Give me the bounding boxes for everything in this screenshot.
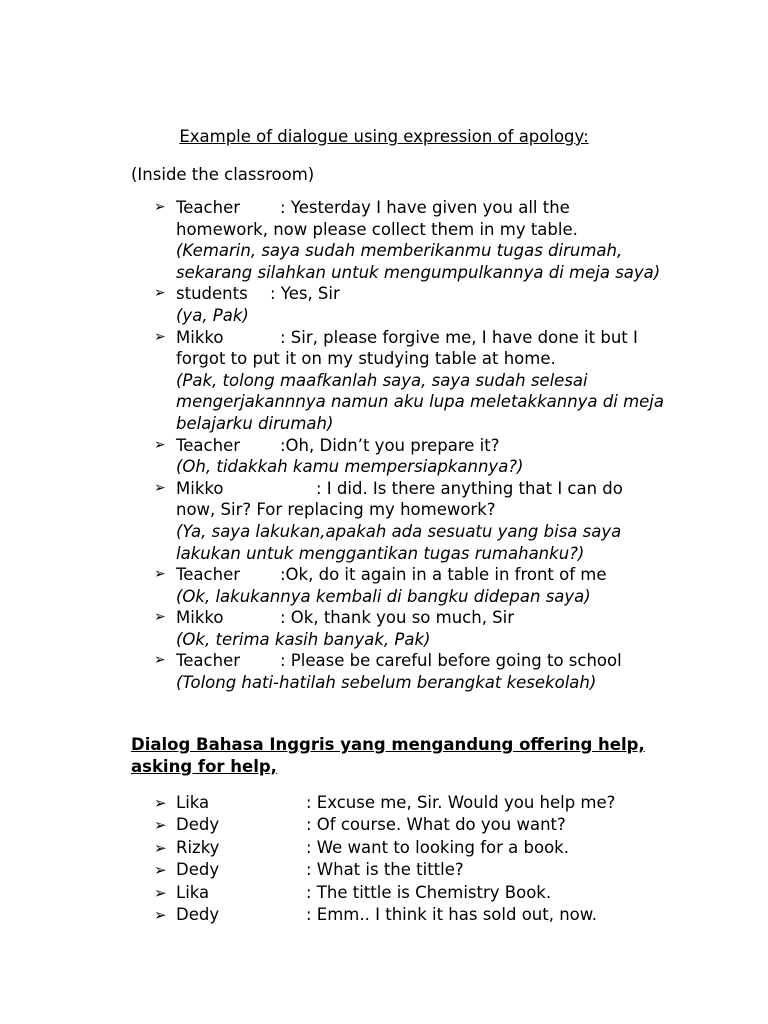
dialogue-text: : Yes, Sir bbox=[270, 284, 340, 304]
help-dialogue bbox=[154, 792, 674, 926]
arrow-bullet-icon: ➢ bbox=[154, 838, 167, 857]
arrow-bullet-icon: ➢ bbox=[154, 479, 166, 496]
speaker-name: Lika bbox=[176, 882, 210, 902]
dialogue-text: : What is the tittle? bbox=[306, 860, 464, 880]
speaker-name: Mikko bbox=[176, 608, 224, 628]
arrow-bullet-icon: ➢ bbox=[154, 436, 166, 453]
apology-dialogue bbox=[154, 197, 664, 694]
dialogue-text: :Ok, do it again in a table in front of me bbox=[280, 565, 607, 585]
scene-context: (Inside the classroom) bbox=[131, 165, 315, 184]
dialogue-text: : Of course. What do you want? bbox=[306, 815, 566, 835]
dialogue-line bbox=[154, 283, 664, 326]
speaker-name: Rizky bbox=[176, 837, 220, 857]
speaker-name: Teacher bbox=[176, 435, 241, 455]
arrow-bullet-icon: ➢ bbox=[154, 285, 166, 302]
translation-text: (ya, Pak) bbox=[176, 305, 249, 325]
dialogue-text: : I did. Is there anything that I can do now, Sir? For replacing my homework? bbox=[176, 478, 623, 520]
dialogue-line bbox=[154, 837, 674, 859]
speaker-name: Dedy bbox=[176, 860, 220, 880]
speaker-name: Mikko bbox=[176, 478, 224, 498]
translation-text: (Pak, tolong maafkanlah saya, saya sudah selesai mengerjakannnya namun aku lupa meletakkannya di meja belajarku dirumah) bbox=[176, 370, 665, 433]
arrow-bullet-icon: ➢ bbox=[154, 566, 166, 583]
dialogue-line bbox=[154, 607, 664, 650]
dialogue-line bbox=[154, 882, 674, 904]
speaker-name: Teacher bbox=[176, 565, 241, 585]
arrow-bullet-icon: ➢ bbox=[154, 609, 166, 626]
speaker-name: Teacher bbox=[176, 651, 241, 671]
translation-text: (Ok, terima kasih banyak, Pak) bbox=[176, 629, 431, 649]
section-heading: Dialog Bahasa Inggris yang mengandung offering help, asking for help, bbox=[131, 735, 645, 776]
dialogue-line bbox=[154, 904, 674, 926]
arrow-bullet-icon: ➢ bbox=[154, 794, 167, 812]
arrow-bullet-icon: ➢ bbox=[154, 199, 166, 215]
arrow-bullet-icon: ➢ bbox=[154, 816, 167, 835]
dialogue-line bbox=[154, 650, 664, 693]
speaker-name: students bbox=[176, 284, 248, 304]
dialogue-text: : We want to looking for a book. bbox=[306, 837, 569, 857]
arrow-bullet-icon: ➢ bbox=[154, 906, 167, 925]
speaker-name: Dedy bbox=[176, 905, 220, 925]
dialogue-text: : Please be careful before going to school bbox=[280, 651, 622, 671]
arrow-bullet-icon: ➢ bbox=[154, 328, 166, 345]
translation-text: (Ya, saya lakukan,apakah ada sesuatu yang bisa saya lakukan untuk menggantikan tugas rumahanku?) bbox=[176, 521, 622, 563]
dialogue-line bbox=[154, 564, 664, 607]
dialogue-text: : Excuse me, Sir. Would you help me? bbox=[306, 793, 616, 812]
dialogue-text: : Emm.. I think it has sold out, now. bbox=[306, 905, 597, 925]
speaker-name: Mikko bbox=[176, 327, 224, 347]
dialogue-text: : Sir, please forgive me, I have done it but I forgot to put it on my studying table at home. bbox=[176, 327, 638, 369]
dialogue-line bbox=[154, 435, 664, 478]
speaker-name: Lika bbox=[176, 793, 210, 812]
dialogue-line bbox=[154, 327, 664, 435]
translation-text: (Tolong hati-hatilah sebelum berangkat kesekolah) bbox=[176, 673, 597, 693]
dialogue-text: : Yesterday I have given you all the homework, now please collect them in my table. bbox=[176, 198, 578, 239]
dialogue-text: : The tittle is Chemistry Book. bbox=[306, 882, 552, 902]
dialogue-line bbox=[154, 814, 674, 836]
arrow-bullet-icon: ➢ bbox=[154, 652, 166, 669]
translation-text: (Kemarin, saya sudah memberikanmu tugas dirumah, sekarang silahkan untuk mengumpulkannya di meja saya) bbox=[176, 241, 661, 282]
translation-text: (Oh, tidakkah kamu mempersiapkannya?) bbox=[176, 457, 524, 477]
arrow-bullet-icon: ➢ bbox=[154, 883, 167, 902]
dialogue-line bbox=[154, 792, 674, 814]
dialogue-line bbox=[154, 478, 664, 564]
dialogue-line bbox=[154, 859, 674, 881]
dialogue-line bbox=[154, 197, 664, 283]
speaker-name: Dedy bbox=[176, 815, 220, 835]
document-title: Example of dialogue using expression of apology: bbox=[179, 127, 589, 146]
dialogue-text: : Ok, thank you so much, Sir bbox=[280, 608, 515, 628]
dialogue-text: :Oh, Didn’t you prepare it? bbox=[280, 435, 500, 455]
translation-text: (Ok, lakukannya kembali di bangku didepan saya) bbox=[176, 586, 591, 606]
speaker-name: Teacher bbox=[176, 198, 241, 217]
arrow-bullet-icon: ➢ bbox=[154, 861, 167, 880]
